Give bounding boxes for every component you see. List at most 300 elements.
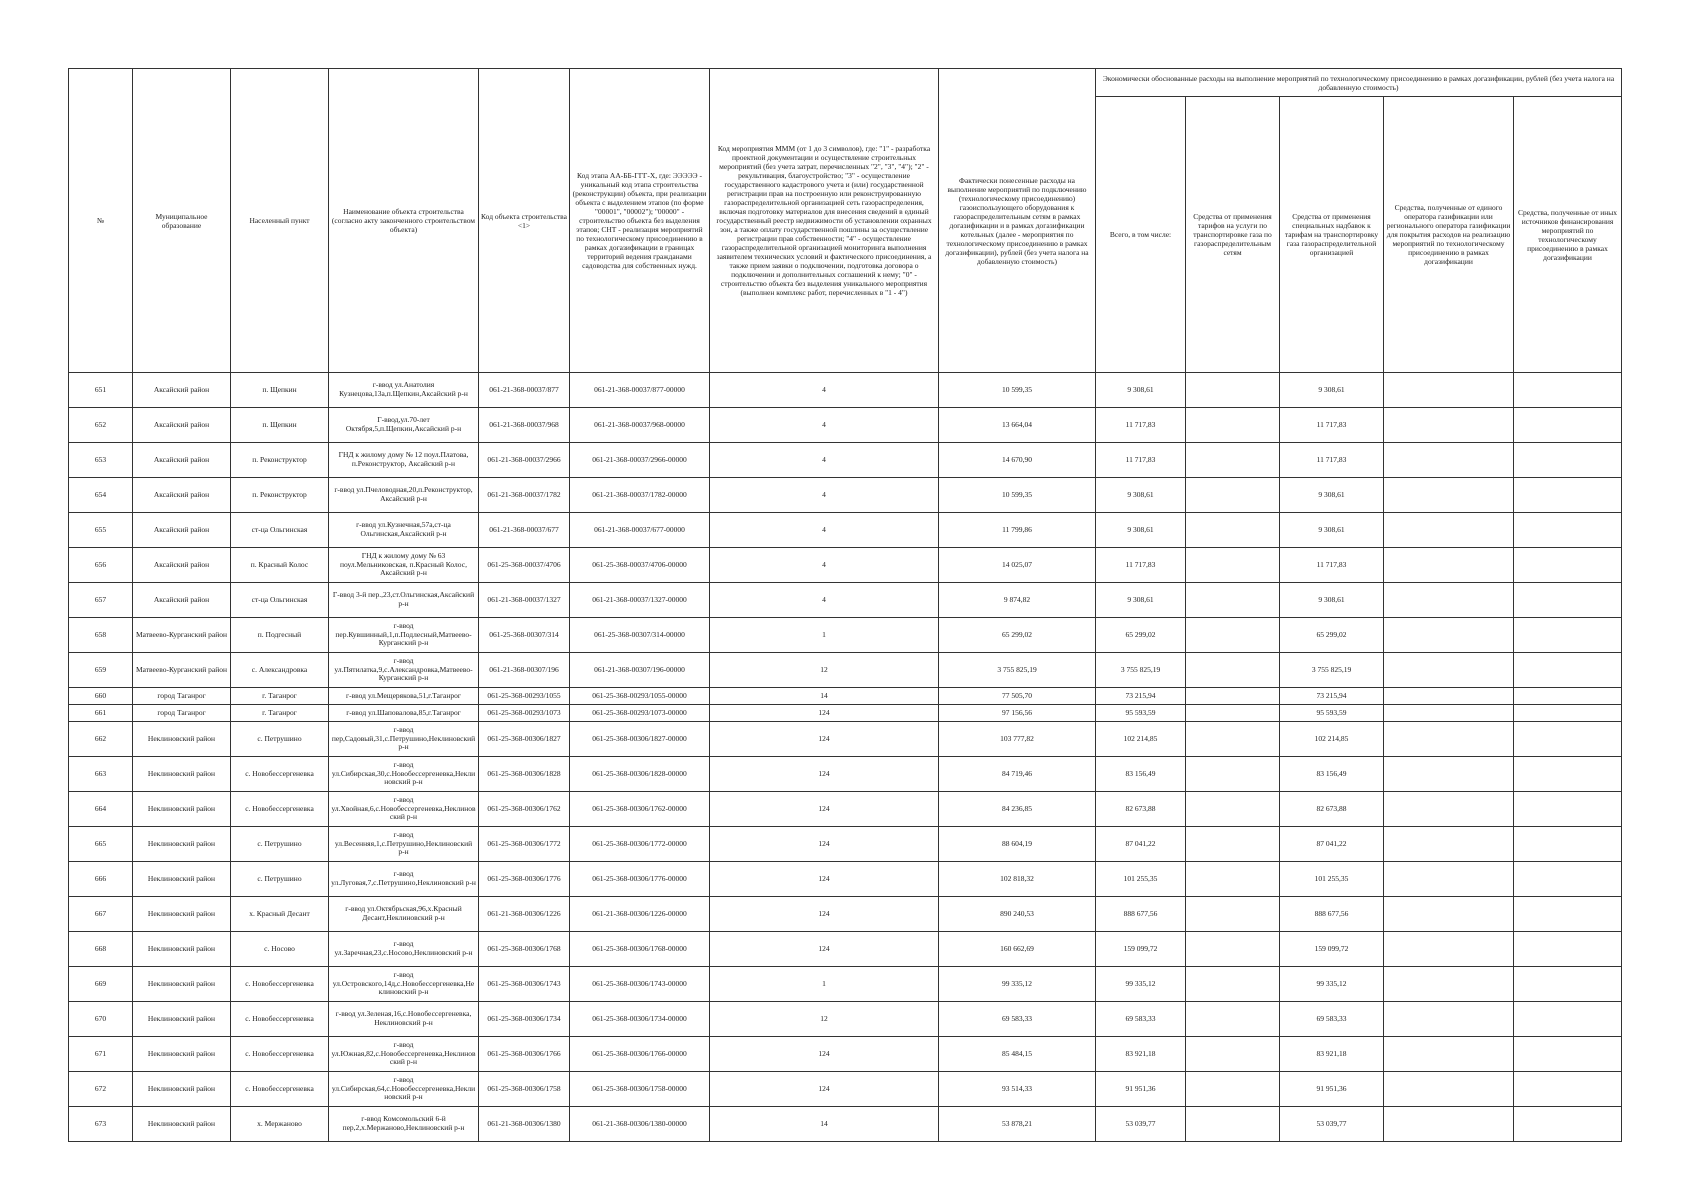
total-cell: 11 717,83	[1096, 548, 1186, 583]
object-name-cell: Г-ввод 3-й пер.,23,ст.Ольгинская,Аксайский р-н	[329, 583, 479, 618]
locality-cell: г. Таганрог	[231, 705, 329, 722]
total-cell: 9 308,61	[1096, 583, 1186, 618]
table-row	[69, 722, 1622, 757]
costs-table	[68, 68, 1622, 1142]
other-sources-cell	[1514, 897, 1622, 932]
tariff-transport-cell	[1186, 1037, 1280, 1072]
table-row	[69, 1037, 1622, 1072]
object-name-cell: г-ввод ул.Сибирская,64,с.Новобессергеневка,Неклиновский р-н	[329, 1072, 479, 1107]
object-name-cell: г-ввод ул.Южная,82,с.Новобессергеневка,Неклиновский р-н	[329, 1037, 479, 1072]
actual-costs-cell: 77 505,70	[939, 688, 1096, 705]
locality-cell: ст-ца Ольгинская	[231, 513, 329, 548]
table-row	[69, 757, 1622, 792]
other-sources-cell	[1514, 583, 1622, 618]
event-code-cell: 124	[710, 705, 939, 722]
event-code-cell: 4	[710, 443, 939, 478]
actual-costs-cell: 103 777,82	[939, 722, 1096, 757]
stage-code-cell: 061-25-368-00293/1073-00000	[570, 705, 710, 722]
stage-code-cell: 061-21-368-00306/1226-00000	[570, 897, 710, 932]
other-sources-cell	[1514, 967, 1622, 1002]
municipality-cell: Неклиновский район	[133, 932, 231, 967]
object-code-cell: 061-25-368-00306/1734	[479, 1002, 570, 1037]
table-row	[69, 897, 1622, 932]
municipality-cell: Аксайский район	[133, 583, 231, 618]
locality-cell: с. Новобессергеневка	[231, 792, 329, 827]
special-markups-cell: 83 156,49	[1280, 757, 1384, 792]
special-markups-cell: 9 308,61	[1280, 583, 1384, 618]
row-number: 668	[69, 932, 133, 967]
event-code-cell: 4	[710, 513, 939, 548]
header-municipality: Муниципальное образование	[133, 69, 231, 373]
operator-funds-cell	[1384, 618, 1514, 653]
table-row	[69, 373, 1622, 408]
object-name-cell: г-ввод ул.Зеленая,16,с.Новобессергеневка, Неклиновский р-н	[329, 1002, 479, 1037]
operator-funds-cell	[1384, 548, 1514, 583]
municipality-cell: Аксайский район	[133, 408, 231, 443]
row-number: 664	[69, 792, 133, 827]
event-code-cell: 12	[710, 653, 939, 688]
total-cell: 69 583,33	[1096, 1002, 1186, 1037]
municipality-cell: Неклиновский район	[133, 1037, 231, 1072]
object-name-cell: г-ввод ул.Кузнечная,57а,ст-ца Ольгинская,Аксайский р-н	[329, 513, 479, 548]
row-number: 660	[69, 688, 133, 705]
total-cell: 888 677,56	[1096, 897, 1186, 932]
event-code-cell: 124	[710, 792, 939, 827]
object-code-cell: 061-25-368-00307/314	[479, 618, 570, 653]
municipality-cell: город Таганрог	[133, 705, 231, 722]
object-code-cell: 061-25-368-00306/1827	[479, 722, 570, 757]
locality-cell: п. Щепкин	[231, 408, 329, 443]
object-code-cell: 061-25-368-00306/1762	[479, 792, 570, 827]
operator-funds-cell	[1384, 653, 1514, 688]
stage-code-cell: 061-25-368-00293/1055-00000	[570, 688, 710, 705]
special-markups-cell: 91 951,36	[1280, 1072, 1384, 1107]
table-row	[69, 548, 1622, 583]
municipality-cell: Матвеево-Курганский район	[133, 618, 231, 653]
locality-cell: с. Новобессергеневка	[231, 1072, 329, 1107]
municipality-cell: Неклиновский район	[133, 792, 231, 827]
stage-code-cell: 061-21-368-00037/968-00000	[570, 408, 710, 443]
table-body	[69, 373, 1622, 1142]
locality-cell: с. Новобессергеневка	[231, 1002, 329, 1037]
row-number: 655	[69, 513, 133, 548]
special-markups-cell: 101 255,35	[1280, 862, 1384, 897]
stage-code-cell: 061-21-368-00037/677-00000	[570, 513, 710, 548]
operator-funds-cell	[1384, 1072, 1514, 1107]
other-sources-cell	[1514, 932, 1622, 967]
special-markups-cell: 95 593,59	[1280, 705, 1384, 722]
tariff-transport-cell	[1186, 1107, 1280, 1142]
actual-costs-cell: 53 878,21	[939, 1107, 1096, 1142]
table-row	[69, 1107, 1622, 1142]
row-number: 671	[69, 1037, 133, 1072]
locality-cell: п. Реконструктор	[231, 443, 329, 478]
tariff-transport-cell	[1186, 618, 1280, 653]
special-markups-cell: 888 677,56	[1280, 897, 1384, 932]
table-row	[69, 443, 1622, 478]
event-code-cell: 4	[710, 408, 939, 443]
total-cell: 102 214,85	[1096, 722, 1186, 757]
tariff-transport-cell	[1186, 513, 1280, 548]
table-row	[69, 862, 1622, 897]
object-name-cell: ГНД к жилому дому № 12 поул.Платова, п.Реконструктор, Аксайский р-н	[329, 443, 479, 478]
object-name-cell: г-ввод ул.Сибирская,30,с.Новобессергеневка,Неклиновский р-н	[329, 757, 479, 792]
stage-code-cell: 061-25-368-00306/1766-00000	[570, 1037, 710, 1072]
other-sources-cell	[1514, 618, 1622, 653]
special-markups-cell: 11 717,83	[1280, 548, 1384, 583]
total-cell: 83 156,49	[1096, 757, 1186, 792]
actual-costs-cell: 97 156,56	[939, 705, 1096, 722]
other-sources-cell	[1514, 513, 1622, 548]
stage-code-cell: 061-25-368-00306/1828-00000	[570, 757, 710, 792]
total-cell: 73 215,94	[1096, 688, 1186, 705]
locality-cell: п. Красный Колос	[231, 548, 329, 583]
other-sources-cell	[1514, 792, 1622, 827]
row-number: 661	[69, 705, 133, 722]
special-markups-cell: 83 921,18	[1280, 1037, 1384, 1072]
special-markups-cell: 9 308,61	[1280, 373, 1384, 408]
actual-costs-cell: 9 874,82	[939, 583, 1096, 618]
other-sources-cell	[1514, 688, 1622, 705]
total-cell: 87 041,22	[1096, 827, 1186, 862]
operator-funds-cell	[1384, 827, 1514, 862]
stage-code-cell: 061-21-368-00037/2966-00000	[570, 443, 710, 478]
object-code-cell: 061-25-368-00306/1776	[479, 862, 570, 897]
total-cell: 95 593,59	[1096, 705, 1186, 722]
header-tariff-transport: Средства от применения тарифов на услуги по транспортировке газа по газораспределительным сетям	[1186, 97, 1280, 373]
object-name-cell: г-ввод ул.Пчеловодная,20,п.Реконструктор, Аксайский р-н	[329, 478, 479, 513]
row-number: 670	[69, 1002, 133, 1037]
actual-costs-cell: 11 799,86	[939, 513, 1096, 548]
locality-cell: с. Носово	[231, 932, 329, 967]
tariff-transport-cell	[1186, 897, 1280, 932]
operator-funds-cell	[1384, 792, 1514, 827]
object-name-cell: г-ввод пер,Садовый,31,с.Петрушино,Неклиновский р-н	[329, 722, 479, 757]
operator-funds-cell	[1384, 897, 1514, 932]
object-name-cell: г-ввод ул.Анатолия Кузнецова,13а,п.Щепкин,Аксайский р-н	[329, 373, 479, 408]
row-number: 654	[69, 478, 133, 513]
row-number: 669	[69, 967, 133, 1002]
tariff-transport-cell	[1186, 653, 1280, 688]
tariff-transport-cell	[1186, 827, 1280, 862]
actual-costs-cell: 84 236,85	[939, 792, 1096, 827]
special-markups-cell: 53 039,77	[1280, 1107, 1384, 1142]
actual-costs-cell: 88 604,19	[939, 827, 1096, 862]
stage-code-cell: 061-21-368-00037/877-00000	[570, 373, 710, 408]
object-code-cell: 061-21-368-00037/677	[479, 513, 570, 548]
operator-funds-cell	[1384, 443, 1514, 478]
other-sources-cell	[1514, 653, 1622, 688]
object-name-cell: г-ввод пер.Кувшинный,1,п.Подлесный,Матвеево-Курганский р-н	[329, 618, 479, 653]
operator-funds-cell	[1384, 757, 1514, 792]
other-sources-cell	[1514, 478, 1622, 513]
stage-code-cell: 061-25-368-00306/1776-00000	[570, 862, 710, 897]
municipality-cell: Неклиновский район	[133, 1072, 231, 1107]
table-row	[69, 688, 1622, 705]
object-name-cell: г-ввод ул.Хвойная,6,с.Новобессергеневка,Неклиновский р-н	[329, 792, 479, 827]
table-row	[69, 408, 1622, 443]
municipality-cell: Неклиновский район	[133, 1107, 231, 1142]
event-code-cell: 124	[710, 757, 939, 792]
table-row	[69, 583, 1622, 618]
event-code-cell: 124	[710, 897, 939, 932]
actual-costs-cell: 10 599,35	[939, 373, 1096, 408]
locality-cell: г. Таганрог	[231, 688, 329, 705]
municipality-cell: Неклиновский район	[133, 897, 231, 932]
locality-cell: с. Новобессергеневка	[231, 757, 329, 792]
total-cell: 82 673,88	[1096, 792, 1186, 827]
other-sources-cell	[1514, 1037, 1622, 1072]
stage-code-cell: 061-21-368-00037/1782-00000	[570, 478, 710, 513]
object-code-cell: 061-25-368-00306/1772	[479, 827, 570, 862]
special-markups-cell: 87 041,22	[1280, 827, 1384, 862]
other-sources-cell	[1514, 757, 1622, 792]
table-row	[69, 792, 1622, 827]
actual-costs-cell: 65 299,02	[939, 618, 1096, 653]
other-sources-cell	[1514, 722, 1622, 757]
stage-code-cell: 061-25-368-00306/1758-00000	[570, 1072, 710, 1107]
stage-code-cell: 061-21-368-00037/1327-00000	[570, 583, 710, 618]
locality-cell: п. Подгесный	[231, 618, 329, 653]
other-sources-cell	[1514, 373, 1622, 408]
actual-costs-cell: 160 662,69	[939, 932, 1096, 967]
other-sources-cell	[1514, 548, 1622, 583]
event-code-cell: 4	[710, 548, 939, 583]
tariff-transport-cell	[1186, 967, 1280, 1002]
total-cell: 101 255,35	[1096, 862, 1186, 897]
other-sources-cell	[1514, 862, 1622, 897]
row-number: 673	[69, 1107, 133, 1142]
actual-costs-cell: 102 818,32	[939, 862, 1096, 897]
stage-code-cell: 061-25-368-00306/1734-00000	[570, 1002, 710, 1037]
row-number: 658	[69, 618, 133, 653]
tariff-transport-cell	[1186, 1002, 1280, 1037]
table-header	[69, 69, 1622, 373]
tariff-transport-cell	[1186, 373, 1280, 408]
table-row	[69, 967, 1622, 1002]
table-row	[69, 653, 1622, 688]
total-cell: 53 039,77	[1096, 1107, 1186, 1142]
tariff-transport-cell	[1186, 792, 1280, 827]
municipality-cell: Аксайский район	[133, 443, 231, 478]
event-code-cell: 4	[710, 478, 939, 513]
object-name-cell: г-ввод Комсомольский 6-й пер,2,х.Мержаново,Неклиновский р-н	[329, 1107, 479, 1142]
operator-funds-cell	[1384, 1002, 1514, 1037]
municipality-cell: Аксайский район	[133, 513, 231, 548]
event-code-cell: 4	[710, 583, 939, 618]
special-markups-cell: 99 335,12	[1280, 967, 1384, 1002]
stage-code-cell: 061-25-368-00037/4706-00000	[570, 548, 710, 583]
row-number: 656	[69, 548, 133, 583]
object-code-cell: 061-25-368-00293/1073	[479, 705, 570, 722]
stage-code-cell: 061-25-368-00306/1743-00000	[570, 967, 710, 1002]
municipality-cell: Неклиновский район	[133, 757, 231, 792]
table-row	[69, 1002, 1622, 1037]
operator-funds-cell	[1384, 967, 1514, 1002]
object-code-cell: 061-21-368-00037/877	[479, 373, 570, 408]
row-number: 666	[69, 862, 133, 897]
table-row	[69, 932, 1622, 967]
object-name-cell: г-ввод ул.Мещерякова,51,г.Таганрог	[329, 688, 479, 705]
stage-code-cell: 061-25-368-00306/1762-00000	[570, 792, 710, 827]
header-economic-costs-group: Экономически обоснованные расходы на выполнение мероприятий по технологическому присоединению в рамках догазификации, рублей (без учета налога на добавленную стоимость)	[1096, 69, 1622, 97]
row-number: 665	[69, 827, 133, 862]
event-code-cell: 124	[710, 722, 939, 757]
event-code-cell: 1	[710, 618, 939, 653]
other-sources-cell	[1514, 1107, 1622, 1142]
header-locality: Населенный пункт	[231, 69, 329, 373]
municipality-cell: Неклиновский район	[133, 967, 231, 1002]
municipality-cell: Неклиновский район	[133, 1002, 231, 1037]
table-row	[69, 705, 1622, 722]
municipality-cell: город Таганрог	[133, 688, 231, 705]
object-code-cell: 061-21-368-00037/968	[479, 408, 570, 443]
object-name-cell: г-ввод ул.Заречная,23,с.Носово,Неклиновский р-н	[329, 932, 479, 967]
header-object-code: Код объекта строительства <1>	[479, 69, 570, 373]
row-number: 659	[69, 653, 133, 688]
row-number: 672	[69, 1072, 133, 1107]
object-name-cell: г-ввод ул.Пятилатка,9,с.Александровка,Матвеево-Курганский р-н	[329, 653, 479, 688]
operator-funds-cell	[1384, 513, 1514, 548]
actual-costs-cell: 14 025,07	[939, 548, 1096, 583]
stage-code-cell: 061-25-368-00307/314-00000	[570, 618, 710, 653]
other-sources-cell	[1514, 443, 1622, 478]
actual-costs-cell: 85 484,15	[939, 1037, 1096, 1072]
special-markups-cell: 102 214,85	[1280, 722, 1384, 757]
locality-cell: х. Красный Десант	[231, 897, 329, 932]
row-number: 662	[69, 722, 133, 757]
header-operator-funds: Средства, полученные от единого оператора газификации или регионального оператора газификации для покрытия расходов на реализацию мероприятий по технологическому присоединению в рамках догазификации	[1384, 97, 1514, 373]
actual-costs-cell: 10 599,35	[939, 478, 1096, 513]
row-number: 651	[69, 373, 133, 408]
object-name-cell: г-ввод ул.Островского,14д,с.Новобессергеневка,Неклиновский р-н	[329, 967, 479, 1002]
object-code-cell: 061-25-368-00037/4706	[479, 548, 570, 583]
event-code-cell: 1	[710, 967, 939, 1002]
object-code-cell: 061-21-368-00306/1380	[479, 1107, 570, 1142]
table-row	[69, 827, 1622, 862]
other-sources-cell	[1514, 1002, 1622, 1037]
tariff-transport-cell	[1186, 862, 1280, 897]
header-other-sources: Средства, полученные от иных источников финансирования мероприятий по технологическому присоединению в рамках догазификации	[1514, 97, 1622, 373]
event-code-cell: 14	[710, 688, 939, 705]
total-cell: 91 951,36	[1096, 1072, 1186, 1107]
actual-costs-cell: 93 514,33	[939, 1072, 1096, 1107]
special-markups-cell: 159 099,72	[1280, 932, 1384, 967]
locality-cell: с. Новобессергеневка	[231, 1037, 329, 1072]
locality-cell: с. Александровка	[231, 653, 329, 688]
operator-funds-cell	[1384, 722, 1514, 757]
tariff-transport-cell	[1186, 443, 1280, 478]
header-special-markups: Средства от применения специальных надбавок к тарифам на транспортировку газа газораспределительной организацией	[1280, 97, 1384, 373]
operator-funds-cell	[1384, 373, 1514, 408]
tariff-transport-cell	[1186, 722, 1280, 757]
total-cell: 11 717,83	[1096, 408, 1186, 443]
stage-code-cell: 061-25-368-00306/1772-00000	[570, 827, 710, 862]
municipality-cell: Аксайский район	[133, 478, 231, 513]
object-code-cell: 061-25-368-00293/1055	[479, 688, 570, 705]
actual-costs-cell: 99 335,12	[939, 967, 1096, 1002]
header-no: №	[69, 69, 133, 373]
total-cell: 65 299,02	[1096, 618, 1186, 653]
event-code-cell: 124	[710, 862, 939, 897]
event-code-cell: 14	[710, 1107, 939, 1142]
special-markups-cell: 3 755 825,19	[1280, 653, 1384, 688]
tariff-transport-cell	[1186, 548, 1280, 583]
object-code-cell: 061-21-368-00306/1226	[479, 897, 570, 932]
object-code-cell: 061-25-368-00306/1743	[479, 967, 570, 1002]
operator-funds-cell	[1384, 583, 1514, 618]
operator-funds-cell	[1384, 932, 1514, 967]
special-markups-cell: 11 717,83	[1280, 443, 1384, 478]
actual-costs-cell: 69 583,33	[939, 1002, 1096, 1037]
event-code-cell: 12	[710, 1002, 939, 1037]
header-object-name: Наименование объекта строительства (согласно акту законченного строительством объекта)	[329, 69, 479, 373]
table-row	[69, 1072, 1622, 1107]
stage-code-cell: 061-25-368-00306/1768-00000	[570, 932, 710, 967]
other-sources-cell	[1514, 408, 1622, 443]
header-actual-costs: Фактически понесенные расходы на выполнение мероприятий по подключению (технологическому присоединению) газоиспользующего оборудования к газораспределительным сетям в рамках догазификации и в рамках догазификации котельных (далее - мероприятия по технологическому присоединению в рамках догазификации), рублей (без учета налога на добавленную стоимость)	[939, 69, 1096, 373]
operator-funds-cell	[1384, 862, 1514, 897]
operator-funds-cell	[1384, 478, 1514, 513]
municipality-cell: Неклиновский район	[133, 827, 231, 862]
tariff-transport-cell	[1186, 478, 1280, 513]
actual-costs-cell: 3 755 825,19	[939, 653, 1096, 688]
event-code-cell: 124	[710, 1072, 939, 1107]
row-number: 653	[69, 443, 133, 478]
operator-funds-cell	[1384, 1037, 1514, 1072]
object-code-cell: 061-25-368-00306/1828	[479, 757, 570, 792]
special-markups-cell: 9 308,61	[1280, 478, 1384, 513]
object-name-cell: ГНД к жилому дому № 63 поул.Мельниковская, п.Красный Колос, Аксайский р-н	[329, 548, 479, 583]
locality-cell: ст-ца Ольгинская	[231, 583, 329, 618]
document-sheet	[68, 68, 1621, 1142]
object-code-cell: 061-25-368-00306/1768	[479, 932, 570, 967]
header-stage-code: Код этапа АА-ББ-ГГГ-Х, где: ЭЭЭЭЭ - уникальный код этапа строительства (реконструкции) объекта, при реализации объекта с выделением этапов (по форме "00001", "00002"); "00000" - строительство объекта без выделения этапов; СНТ - реализация мероприятий по технологическому присоединению в рамках догазификации в границах территорий ведения гражданами садоводства для собственных нужд.	[570, 69, 710, 373]
special-markups-cell: 65 299,02	[1280, 618, 1384, 653]
row-number: 652	[69, 408, 133, 443]
locality-cell: с. Петрушино	[231, 722, 329, 757]
stage-code-cell: 061-21-368-00306/1380-00000	[570, 1107, 710, 1142]
tariff-transport-cell	[1186, 705, 1280, 722]
total-cell: 9 308,61	[1096, 373, 1186, 408]
header-event-code: Код мероприятия МММ (от 1 до 3 символов), где: "1" - разработка проектной документации и осуществление строительных мероприятий (без учета затрат, перечисленных "2", "3", "4"); "2" - рекультивация, благоустройство; "3" - осуществление государственного кадастрового учета и (или) государственной регистрации прав на построенную или реконструированную газораспределительной организацией сеть газораспределения, включая подготовку материалов для внесения сведений в единый государственный реестр недвижимости об установлении охранных зон, а также оплату государственной пошлины за осуществление регистрации прав собственности; "4" - осуществление газораспределительной организацией мониторинга выполнения заявителем технических условий и фактического присоединения, а также прием заявки о подключении, подготовка договора о подключении и дополнительных соглашений к нему; "0" - строительство объекта без выделения уникального мероприятия (выполнен комплекс работ, перечисленных в "1 - 4")	[710, 69, 939, 373]
total-cell: 9 308,61	[1096, 478, 1186, 513]
municipality-cell: Аксайский район	[133, 373, 231, 408]
total-cell: 9 308,61	[1096, 513, 1186, 548]
row-number: 657	[69, 583, 133, 618]
locality-cell: с. Новобессергеневка	[231, 967, 329, 1002]
object-name-cell: г-ввод ул.Октябрьская,96,х.Красный Десант,Неклиновский р-н	[329, 897, 479, 932]
operator-funds-cell	[1384, 408, 1514, 443]
object-code-cell: 061-25-368-00306/1758	[479, 1072, 570, 1107]
object-code-cell: 061-21-368-00037/1782	[479, 478, 570, 513]
object-name-cell: г-ввод ул.Шаповалова,85,г.Таганрог	[329, 705, 479, 722]
tariff-transport-cell	[1186, 757, 1280, 792]
table-row	[69, 513, 1622, 548]
event-code-cell: 4	[710, 373, 939, 408]
total-cell: 11 717,83	[1096, 443, 1186, 478]
object-code-cell: 061-21-368-00037/2966	[479, 443, 570, 478]
header-total: Всего, в том числе:	[1096, 97, 1186, 373]
object-code-cell: 061-21-368-00307/196	[479, 653, 570, 688]
object-code-cell: 061-21-368-00037/1327	[479, 583, 570, 618]
total-cell: 83 921,18	[1096, 1037, 1186, 1072]
table-row	[69, 478, 1622, 513]
actual-costs-cell: 13 664,04	[939, 408, 1096, 443]
tariff-transport-cell	[1186, 932, 1280, 967]
operator-funds-cell	[1384, 1107, 1514, 1142]
tariff-transport-cell	[1186, 688, 1280, 705]
